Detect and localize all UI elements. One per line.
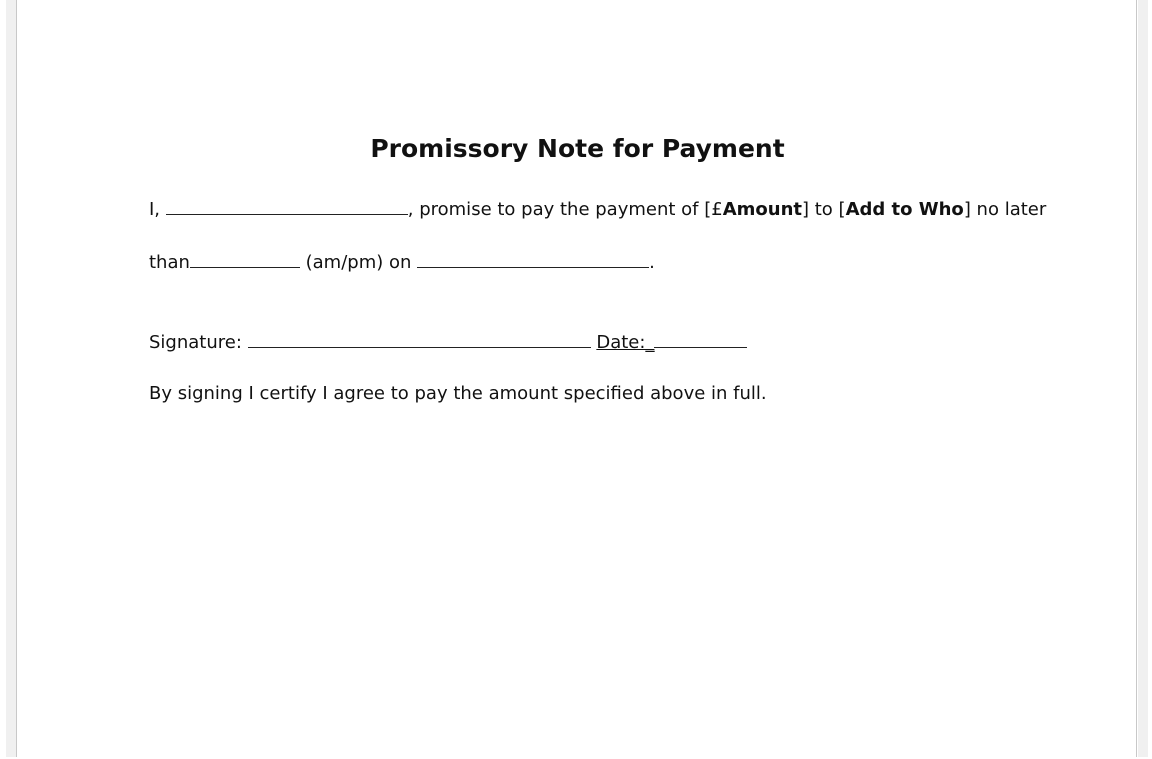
time-blank[interactable] bbox=[190, 248, 300, 268]
canvas-left-gutter bbox=[6, 0, 16, 757]
deadline-line bbox=[149, 248, 655, 276]
promise-prefix: I, bbox=[149, 199, 166, 220]
signature-label: Signature: bbox=[149, 332, 248, 353]
signature-line bbox=[149, 328, 747, 356]
deadline-date-blank[interactable] bbox=[417, 248, 649, 268]
payment-promise-line bbox=[149, 195, 1046, 223]
deadline-prefix: than bbox=[149, 252, 190, 273]
document-title: Promissory Note for Payment bbox=[370, 134, 785, 163]
signature-date-blank[interactable] bbox=[654, 328, 747, 348]
certification-text: By signing I certify I agree to pay the amount specified above in full. bbox=[149, 383, 767, 404]
promise-text: , promise to pay the payment of [£ bbox=[407, 199, 723, 220]
deadline-text: (am/pm) on bbox=[299, 252, 418, 273]
payee-placeholder[interactable]: Add to Who bbox=[845, 199, 964, 220]
promise-suffix: ] no later bbox=[963, 199, 1047, 220]
payer-name-blank[interactable] bbox=[166, 195, 408, 215]
deadline-suffix: . bbox=[649, 252, 655, 273]
date-label: Date:_ bbox=[596, 332, 655, 353]
signature-blank[interactable] bbox=[248, 328, 591, 348]
document-page[interactable] bbox=[16, 0, 1137, 757]
promise-connector: ] to [ bbox=[802, 199, 846, 220]
amount-placeholder[interactable]: Amount bbox=[722, 199, 802, 220]
canvas-right-gutter bbox=[1138, 0, 1148, 757]
